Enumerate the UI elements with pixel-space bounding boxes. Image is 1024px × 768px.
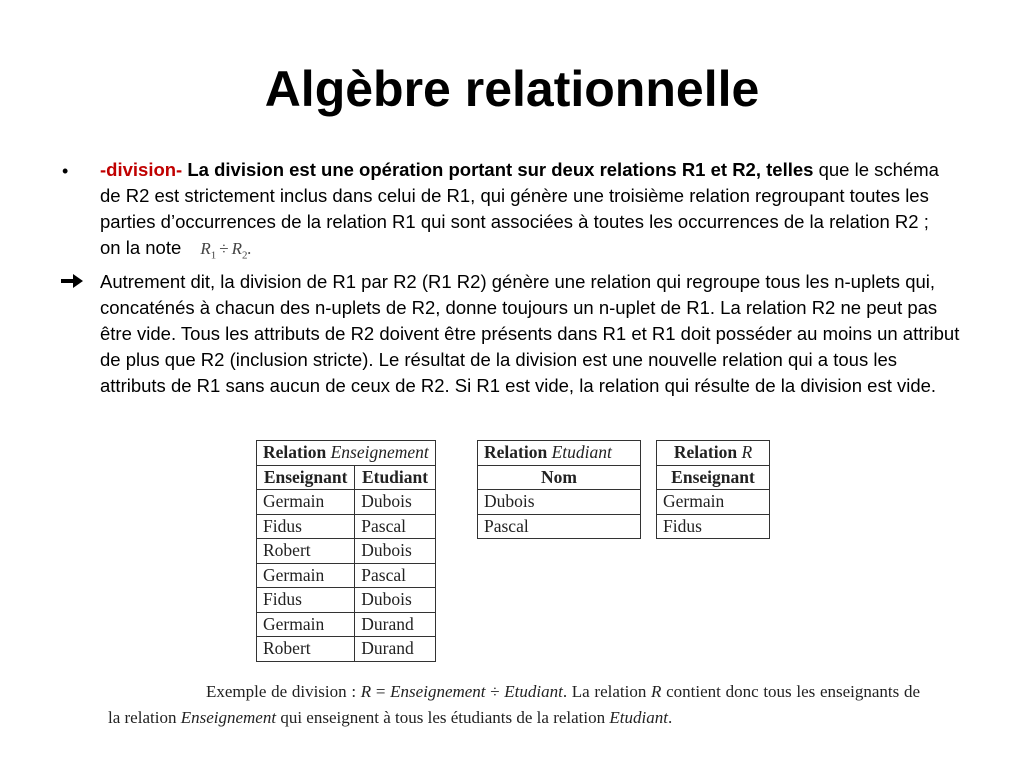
arrow-right-icon — [60, 272, 84, 290]
table-caption: Relation Etudiant — [478, 441, 641, 466]
column-header: Enseignant — [657, 465, 770, 490]
table-r — [656, 440, 770, 539]
table-enseignement — [256, 440, 436, 662]
division-text: que le schéma de R2 est strictement inclus dans celui de R1, qui génère une troisième relation regroupant toutes les parties d’occurrences de la relation R1 qui sont associées à toutes les occurrences de la relation R2 ; on la note — [100, 159, 939, 258]
table-row: Germain Dubois — [257, 490, 436, 515]
division-label: -division- — [100, 159, 183, 180]
column-header: Nom — [478, 465, 641, 490]
paragraph-division-definition — [100, 157, 950, 268]
bullet-dot: • — [62, 161, 69, 181]
division-notation: $R_1 \div R_2$. — [200, 239, 252, 262]
table-etudiant — [477, 440, 641, 539]
table-row: Germain Pascal — [257, 563, 436, 588]
table-row: Fidus Pascal — [257, 514, 436, 539]
figure-caption: Exemple de division : R = Enseignement ÷ Etudiant. La relation R contient donc tous les enseignants de la relation Enseignement qui enseignent à tous les étudiants de la relation Etudiant. — [108, 682, 921, 727]
table-row: Germain — [657, 490, 770, 515]
table-caption: Relation Enseignement — [257, 441, 436, 466]
paragraph-division-explanation: Autrement dit, la division de R1 par R2 (R1 R2) génère une relation qui regroupe tous les n-uplets qui, concaténés à chacun des n-uplets de R2, donne toujours un n-uplet de R1. La relation R2 ne peut pas être vide. Tous les attributs de R2 doivent être présents dans R1 et R1 doit posséder au moins un attribut de plus que R2 (inclusion stricte). Le résultat de la division est une nouvelle relation qui a tous les attributs de R1 sans aucun de ceux de R2. Si R1 est vide, la relation qui résulte de la division est vide. — [100, 271, 960, 396]
table-row: Dubois — [478, 490, 641, 515]
column-header: Etudiant — [355, 465, 435, 490]
division-example-figure — [108, 434, 920, 754]
table-row: Robert Dubois — [257, 539, 436, 564]
table-row: Pascal — [478, 514, 641, 539]
table-row: Robert Durand — [257, 637, 436, 662]
division-bold-text: La division est une opération portant sur deux relations R1 et R2, telles — [187, 159, 814, 180]
column-header: Enseignant — [257, 465, 355, 490]
table-row: Germain Durand — [257, 612, 436, 637]
table-caption: Relation R — [657, 441, 770, 466]
table-row: Fidus Dubois — [257, 588, 436, 613]
table-row: Fidus — [657, 514, 770, 539]
slide-title: Algèbre relationnelle — [264, 61, 760, 117]
